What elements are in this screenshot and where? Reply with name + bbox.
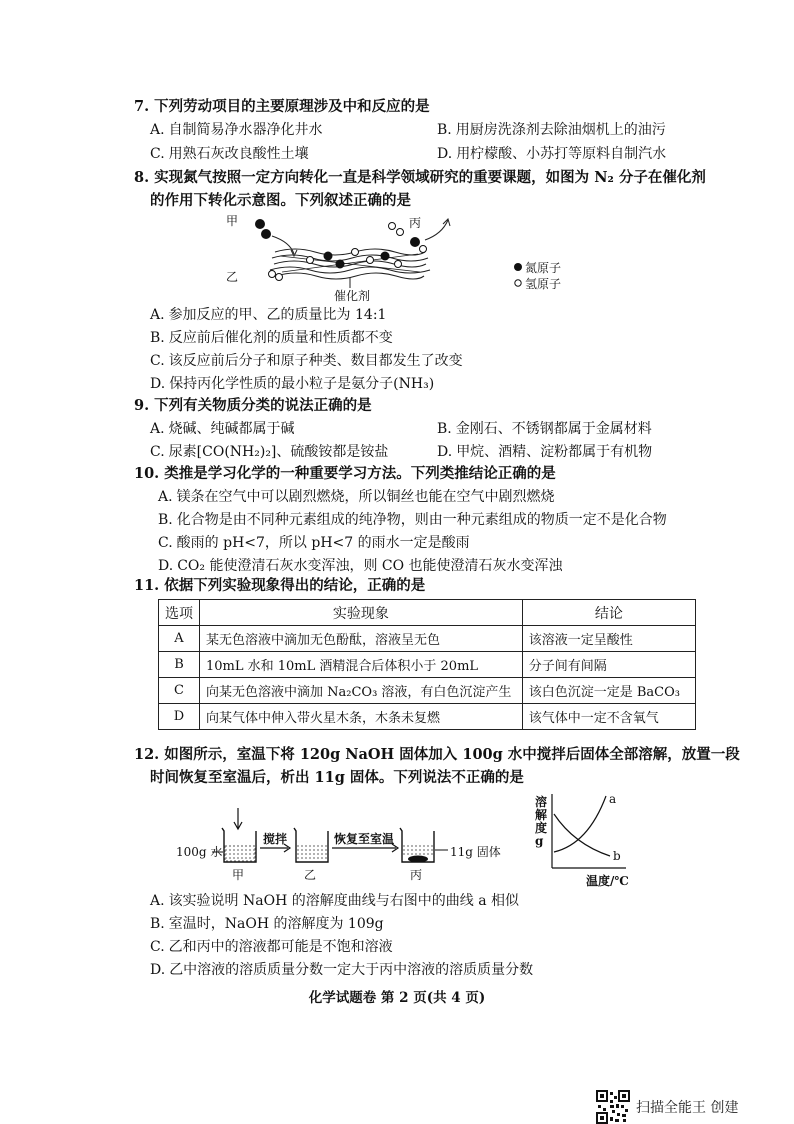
row-phenomenon: 向某气体中伸入带火星木条，木条未复燃 (200, 704, 523, 730)
option-text: 该实验说明 NaOH 的溶解度曲线与右图中的曲线 a 相似 (168, 893, 519, 909)
beaker-bing-label: 丙 (410, 868, 423, 882)
hydrogen-atom (389, 223, 396, 230)
q9-option-a (150, 418, 295, 440)
option-text: 用柠檬酸、小苏打等原料自制汽水 (456, 146, 667, 162)
graph-xlabel: 温度/℃ (586, 874, 629, 888)
row-phenomenon: 向某无色溶液中滴加 Na₂CO₃ 溶液，有白色沉淀产生 (200, 678, 523, 704)
beaker-yi-label: 乙 (304, 868, 317, 882)
q11-table (158, 599, 696, 730)
option-key: A. (150, 307, 165, 323)
header-option: 选项 (159, 600, 200, 626)
row-conclusion: 该溶液一定呈酸性 (522, 626, 695, 652)
curve-a-label: a (609, 792, 617, 806)
q8-option-d (150, 373, 434, 395)
q12-option-c (150, 936, 393, 958)
stir-label: 搅拌 (263, 832, 288, 846)
option-key: C. (150, 939, 165, 955)
q9-option-d (437, 441, 652, 463)
q7-stem: 7. 下列劳动项目的主要原理涉及中和反应的是 (134, 98, 430, 115)
nitrogen-atom (381, 252, 390, 261)
option-key: C. (158, 535, 173, 551)
q10-stem: 10. 类推是学习化学的一种重要学习方法。下列类推结论正确的是 (134, 465, 556, 482)
q7-option-a (150, 119, 323, 141)
q9-option-c (150, 441, 388, 463)
row-key: B (159, 652, 200, 678)
row-phenomenon: 10mL 水和 10mL 酒精混合后体积小于 20mL (200, 652, 523, 678)
q8-option-a (150, 304, 386, 326)
option-key: B. (150, 330, 165, 346)
hydrogen-atom (352, 249, 359, 256)
option-key: B. (437, 421, 452, 437)
q8-stem-line1: 8. 实现氮气按照一定方向转化一直是科学领域研究的重要课题，如图为 N₂ 分子在催化剂 (134, 169, 706, 186)
hydrogen-atom-marker (515, 280, 521, 286)
option-text: 烧碱、纯碱都属于碱 (168, 421, 295, 437)
nitrogen-atom-marker (514, 263, 522, 271)
q7-option-d (437, 143, 666, 165)
legend-hydrogen: 氢原子 (525, 277, 562, 291)
q12-option-b (150, 913, 384, 935)
option-text: 该反应前后分子和原子种类、数目都发生了改变 (168, 353, 463, 369)
option-text: 化合物是由不同种元素组成的纯净物，则由一种元素组成的物质一定不是化合物 (176, 512, 667, 528)
q8-stem-line2: 的作用下转化示意图。下列叙述正确的是 (150, 192, 411, 209)
q10-option-d (158, 555, 563, 577)
q9-stem: 9. 下列有关物质分类的说法正确的是 (134, 397, 372, 414)
hydrogen-atom (276, 274, 283, 281)
header-phenomenon: 实验现象 (200, 600, 523, 626)
table-row (159, 652, 696, 678)
q10-option-a (158, 486, 555, 508)
q12-stem-line2: 时间恢复至室温后，析出 11g 固体。下列说法不正确的是 (150, 769, 524, 786)
option-text: 乙中溶液的溶质质量分数一定大于丙中溶液的溶质质量分数 (169, 962, 534, 978)
row-conclusion: 该白色沉淀一定是 BaCO₃ (522, 678, 695, 704)
q12-stem-line1: 12. 如图所示，室温下将 120g NaOH 固体加入 100g 水中搅拌后固体全部溶解，放置一段 (134, 746, 740, 763)
q12-option-d (150, 959, 533, 981)
option-key: B. (150, 916, 165, 932)
option-key: D. (150, 376, 166, 392)
label-jia: 甲 (226, 214, 239, 228)
nitrogen-atom (261, 229, 271, 239)
nitrogen-atom (255, 219, 265, 229)
q11-stem: 11. 依据下列实验现象得出的结论，正确的是 (134, 577, 426, 594)
header-conclusion: 结论 (522, 600, 695, 626)
q7-option-b (437, 119, 666, 141)
solid-label: 11g 固体 (450, 845, 501, 859)
option-text: 自制简易净水器净化井水 (168, 122, 323, 138)
restore-label: 恢复至室温 (334, 832, 395, 846)
option-key: A. (150, 893, 165, 909)
q8-option-b (150, 327, 393, 349)
q9-option-b (437, 418, 652, 440)
q7-option-c (150, 143, 309, 165)
nitrogen-atom (336, 260, 345, 269)
legend-nitrogen: 氮原子 (525, 261, 562, 275)
beaker-jia (222, 828, 256, 862)
option-text: 乙和丙中的溶液都可能是不饱和溶液 (168, 939, 393, 955)
row-key: A (159, 626, 200, 652)
hydrogen-atom (420, 246, 427, 253)
scanner-watermark (596, 1090, 738, 1124)
ylabel-char: 溶 (535, 795, 548, 809)
hydrogen-atom (397, 229, 404, 236)
option-key: B. (158, 512, 173, 528)
option-key: D. (437, 146, 453, 162)
row-conclusion: 分子间有间隔 (522, 652, 695, 678)
q12-option-a (150, 890, 519, 912)
option-key: D. (150, 962, 166, 978)
arrow-path (272, 236, 294, 254)
option-key: D. (437, 444, 453, 460)
table-row (159, 704, 696, 730)
water-label: 100g 水 (176, 845, 223, 859)
table-header-row (159, 600, 696, 626)
option-text: 参加反应的甲、乙的质量比为 14:1 (168, 307, 387, 323)
option-text: CO₂ 能使澄清石灰水变浑浊，则 CO 也能使澄清石灰水变浑浊 (177, 558, 563, 574)
q10-option-c (158, 532, 470, 554)
option-text: 酸雨的 pH<7，所以 pH<7 的雨水一定是酸雨 (176, 535, 470, 551)
option-key: A. (158, 489, 173, 505)
label-catalyst: 催化剂 (334, 289, 371, 303)
option-text: 金刚石、不锈钢都属于金属材料 (455, 421, 652, 437)
label-bing: 丙 (409, 216, 422, 230)
graph-ylabel (535, 796, 547, 848)
label-yi: 乙 (226, 270, 239, 284)
option-key: B. (437, 122, 452, 138)
row-key: C (159, 678, 200, 704)
row-conclusion: 该气体中一定不含氧气 (522, 704, 695, 730)
option-text: 保持丙化学性质的最小粒子是氨分子(NH₃) (169, 376, 435, 392)
precipitate (408, 856, 428, 863)
q8-option-c (150, 350, 463, 372)
curve-b-label: b (613, 849, 621, 863)
nitrogen-atom (324, 252, 333, 261)
option-text: 用厨房洗涤剂去除油烟机上的油污 (455, 122, 666, 138)
option-key: A. (150, 122, 165, 138)
row-phenomenon: 某无色溶液中滴加无色酚酞，溶液呈无色 (200, 626, 523, 652)
page-footer: 化学试题卷 第 2 页(共 4 页) (308, 990, 486, 1006)
ylabel-char: 解 (535, 808, 548, 822)
q12-beaker-diagram (212, 806, 450, 870)
ylabel-unit: g (535, 834, 544, 848)
option-text: 室温时，NaOH 的溶解度为 109g (168, 916, 384, 932)
row-key: D (159, 704, 200, 730)
qr-code-icon (596, 1090, 630, 1124)
legend-markers (513, 262, 523, 292)
table-row (159, 678, 696, 704)
hydrogen-atom (367, 257, 374, 264)
beaker-bing (400, 828, 448, 863)
q10-option-b (158, 509, 667, 531)
option-key: D. (158, 558, 174, 574)
option-text: 甲烷、酒精、淀粉都属于有机物 (456, 444, 653, 460)
option-text: 反应前后催化剂的质量和性质都不变 (168, 330, 393, 346)
option-key: C. (150, 353, 165, 369)
hydrogen-atom (307, 257, 314, 264)
option-text: 尿素[CO(NH₂)₂]、硫酸铵都是铵盐 (168, 444, 389, 460)
nitrogen-atom (410, 237, 420, 247)
option-key: C. (150, 146, 165, 162)
option-text: 镁条在空气中可以剧烈燃烧，所以铜丝也能在空气中剧烈燃烧 (176, 489, 555, 505)
ylabel-char: 度 (535, 821, 548, 835)
beaker-jia-label: 甲 (232, 868, 245, 882)
scanner-text: 扫描全能王 创建 (636, 1100, 739, 1116)
beaker-yi (294, 828, 328, 862)
option-key: A. (150, 421, 165, 437)
table-row (159, 626, 696, 652)
option-key: C. (150, 444, 165, 460)
hydrogen-atom (395, 261, 402, 268)
hydrogen-atom (269, 271, 276, 278)
option-text: 用熟石灰改良酸性土壤 (168, 146, 309, 162)
